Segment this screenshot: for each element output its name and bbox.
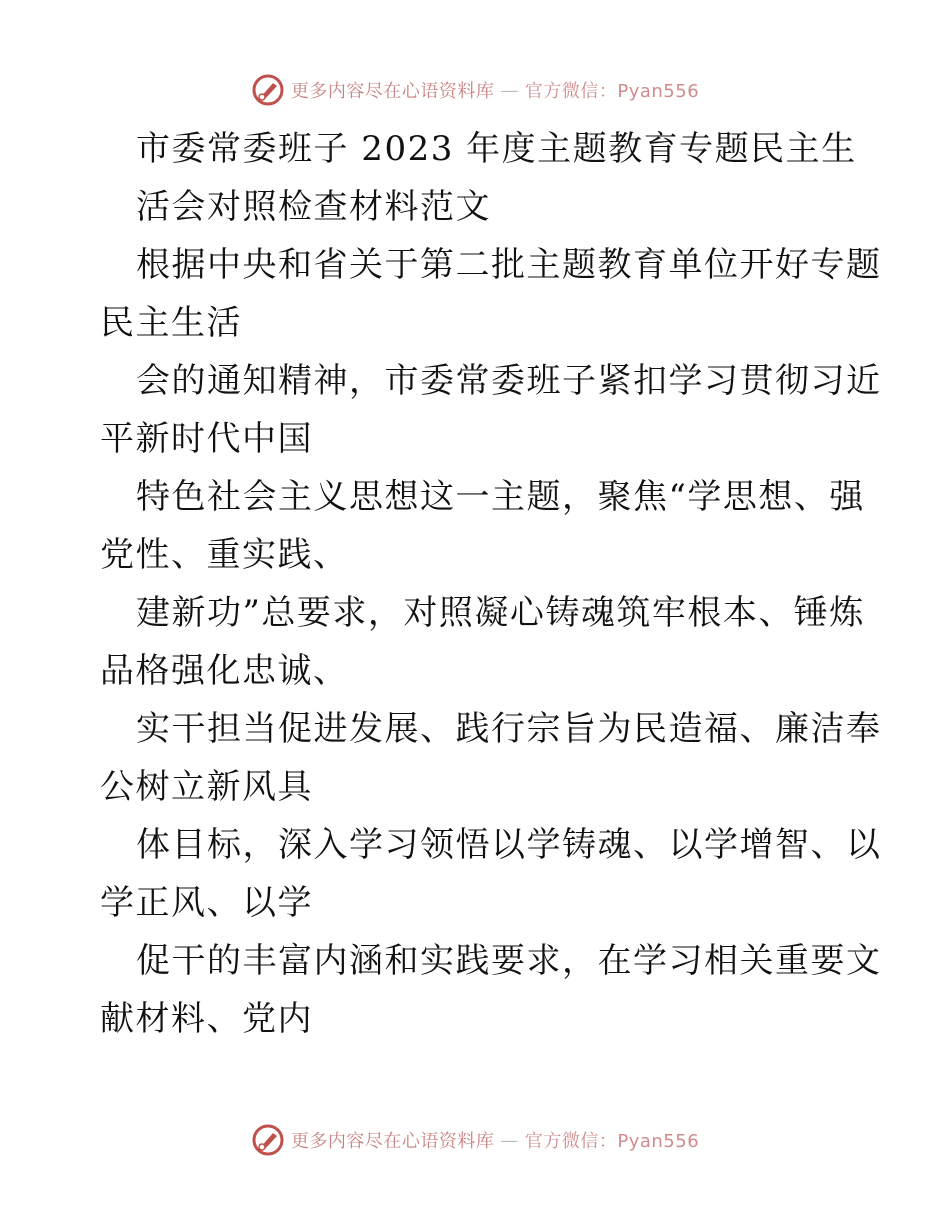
footer-watermark (0, 1120, 950, 1160)
text-line-9: 建新功”总要求，对照凝心铸魂筑牢根本、锤炼 (136, 593, 865, 633)
text-line-2: 活会对照检查材料范文 (136, 187, 491, 227)
text-line-15: 促干的丰富内涵和实践要求，在学习相关重要文 (136, 941, 882, 981)
text-line-12: 公树立新风具 (100, 767, 313, 807)
watermark-main-text: 更多内容尽在心语资料库 (290, 1131, 495, 1152)
text-line-14: 学正风、以学 (100, 883, 313, 923)
watermark-separator: — (500, 79, 519, 101)
watermark-wechat-text: 官方微信：Pyan556 (524, 81, 700, 102)
text-line-3: 根据中央和省关于第二批主题教育单位开好专题 (136, 245, 882, 285)
text-line-7: 特色社会主义思想这一主题，聚焦“学思想、强 (136, 477, 865, 517)
watermark-main-text: 更多内容尽在心语资料库 (290, 81, 495, 102)
text-line-1: 市委常委班子 2023 年度主题教育专题民主生 (136, 129, 857, 169)
document-body (100, 120, 882, 1048)
text-line-16: 献材料、党内 (100, 999, 313, 1039)
watermark-wechat-text: 官方微信：Pyan556 (524, 1131, 700, 1152)
text-line-13: 体目标，深入学习领悟以学铸魂、以学增智、以 (136, 825, 882, 865)
text-line-11: 实干担当促进发展、践行宗旨为民造福、廉洁奉 (136, 709, 882, 749)
text-line-5: 会的通知精神，市委常委班子紧扣学习贯彻习近 (136, 361, 882, 401)
pen-logo-icon (251, 1123, 285, 1157)
header-watermark (0, 70, 950, 110)
text-line-4: 民主生活 (100, 303, 242, 343)
text-line-8: 党性、重实践、 (100, 535, 349, 575)
text-line-6: 平新时代中国 (100, 419, 313, 459)
pen-logo-icon (251, 73, 285, 107)
text-line-10: 品格强化忠诚、 (100, 651, 349, 691)
watermark-separator: — (500, 1129, 519, 1151)
